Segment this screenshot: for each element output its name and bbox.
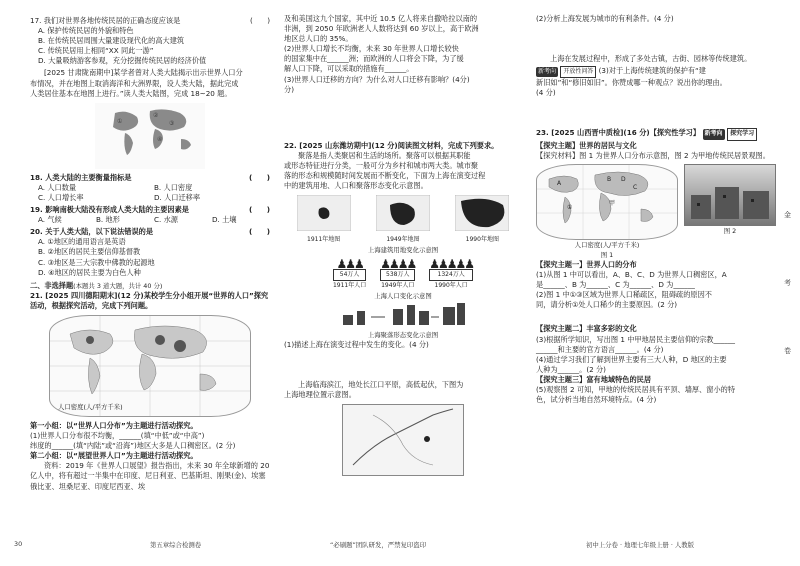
world-population-map: [49, 315, 251, 417]
svg-text:A: A: [557, 179, 562, 187]
q22-quote: 上海在发展过程中，形成了多处古镇，古街、园林等传统建筑。: [550, 54, 752, 64]
q22-text2: 上海临海滨江，地处长江口平原，高低起伏，下图为: [298, 380, 464, 390]
q21-group2: 第二小组：以“展望世界人口”为主题进行活动探究。: [30, 451, 198, 461]
answer-space: [284, 350, 522, 380]
q21-sub1-a: (1)世界人口分布很不均衡，______(填“中低”或“中高”): [30, 431, 205, 441]
map-1949: [376, 195, 430, 245]
q22-sub3-text: (3)对于上海传统建筑的保护有“建: [598, 66, 706, 76]
q18-answer-paren: ( ): [249, 172, 270, 182]
q23-sub1: (1)从图 1 中可以看出，A、B、C、D 为世界人口稠密区，A: [536, 270, 727, 280]
q19-option-c: C. 水源: [154, 215, 178, 225]
q23-figures: [536, 164, 780, 260]
q22-text: 落的形态和规模随时间发展而不断变化，下面为上海在演变过程: [284, 171, 486, 181]
dwelling-photo-graphic: [685, 165, 775, 225]
figure-2: [684, 164, 776, 260]
q18-option-c: C. 人口增长率: [38, 192, 84, 202]
q22-sub3: [536, 66, 780, 78]
world-density-map: [536, 164, 678, 240]
q21-group1: 第一小组：以“世界人口分布”为主题进行活动探究。: [30, 420, 198, 430]
column-right: [536, 14, 780, 405]
q21-material-cont: 非洲，到 2050 年欧洲老人人数将达到 60 岁以上，高于欧洲: [284, 24, 479, 34]
q18-option-b: B. 人口密度: [154, 182, 193, 192]
q20-answer-paren: ( ): [249, 227, 270, 237]
q23-sub1: 是______、B 为______、C 为______、D 为______: [536, 280, 695, 290]
q19-option-b: B. 地形: [96, 215, 120, 225]
pop-1990: [429, 256, 474, 291]
q19-stem: 19. 影响南极大陆没有形成人类大陆的主要因素是: [30, 205, 189, 215]
q17-option-a: A. 保护传统民居的外貌和特色: [38, 26, 134, 36]
q23-sub4: 人种为______。(2 分): [536, 364, 606, 374]
fig1-legend: 人口密度(人/平方千米): [574, 240, 640, 249]
question-17: [30, 16, 270, 66]
q21-sub1-b: 纬度的______(填“内陆”或“沿海”)地区大多是人口稠密区。(2 分): [30, 441, 236, 451]
figure-1: [536, 164, 678, 260]
person-icons: ♟♟♟♟: [380, 256, 416, 271]
q19-option-a: A. 气候: [38, 215, 62, 225]
q23-subtopic-1: 【探究主题一】世界人口的分布: [536, 259, 637, 269]
pop-1990-label: 1990年人口: [434, 281, 468, 289]
q17-answer-paren: ( ): [250, 16, 270, 25]
side-char: 金: [784, 211, 791, 219]
svg-text:D: D: [621, 175, 626, 183]
open-question-badge: 开放性问答: [560, 66, 596, 78]
svg-text:①: ①: [567, 203, 573, 211]
world-density-map-graphic: [537, 165, 677, 239]
q23-sub3: ______和主要的官方语言______。(4 分): [536, 344, 664, 354]
q23-sub2: (2)图 1 中①③区域为世界人口稀疏区，阻碍疏的原因不: [536, 290, 712, 300]
intro-line: 人类居住基本在地图上进行。”读人类大陆图，完成 18~20 题。: [30, 88, 232, 98]
question-21-stem: 21. [2025 四川德阳期末](12 分)某校学生分小组开展“世界的人口”探究活动，根据探究活动，完成下列问题。: [30, 290, 269, 310]
q20-option-c: C. ③地区是三大宗教中佛教的起源地: [38, 257, 155, 267]
svg-text:③: ③: [169, 119, 175, 127]
q21-sub2: 解人口下降，可以采取的措施有______。: [284, 64, 414, 74]
svg-text:②: ②: [153, 111, 159, 119]
q22-sub3-text: 新旧如”和“修旧如旧”。你赞成哪一种观点？说出你的理由。: [536, 78, 727, 88]
settlement-form-graphic: [284, 303, 522, 330]
q23-subtopic-2: 【探究主题二】丰富多彩的文化: [536, 324, 637, 334]
q23-sub4: (4)通过学习我们了解到世界主要有三大人种，D 地区的主要: [536, 354, 727, 364]
population-caption: 上海人口变化示意图: [374, 291, 432, 300]
map-1990-label: 1990年地图: [465, 236, 499, 244]
answer-space: [536, 24, 780, 54]
q20-option-a: A. ①地区的通用语言是英语: [38, 237, 126, 247]
map-1949-graphic: [376, 195, 430, 231]
svg-text:①: ①: [117, 117, 123, 125]
q20-option-d: D. ④地区的居民主要为白色人种: [38, 267, 141, 277]
q23-material: 【探究材料】图 1 为世界人口分布示意图，图 2 为甲地传统民居景观图。: [536, 150, 770, 160]
svg-text:④: ④: [157, 135, 163, 143]
question-20: [30, 227, 270, 277]
traditional-dwelling-photo: [684, 164, 776, 226]
q23-new-badge: 新考向: [703, 129, 725, 139]
q18-option-d: D. 人口迁移率: [154, 192, 201, 202]
answer-space: [536, 98, 780, 128]
intro-line: [2025 甘肃陇南期中]某学者曾对人类大陆揭示出示世界人口分: [44, 68, 243, 78]
q17-option-c: C. 传统民居用上相同“XX 同此一游”: [38, 46, 154, 56]
person-icons: ♟♟♟: [336, 256, 363, 271]
q21-material-cont: 地区总人口的 35%。: [284, 34, 353, 44]
pop-1990-value: 1324万人: [429, 269, 473, 281]
q21-sub2: 的国家集中在______洲；而欧洲的人口将会下降，为了缓: [284, 54, 464, 64]
svg-text:B: B: [607, 175, 612, 183]
q22-sub2: (2)分析上海发展为城市的有利条件。(4 分): [536, 14, 674, 23]
q22-text: 中的建筑用地、人口和聚落形态变化示意图。: [284, 181, 428, 191]
population-chart: [284, 256, 522, 291]
settlement-form-caption: 上海聚落形态变化示意图: [367, 330, 439, 339]
intro-line: 布情况，并在地图上取消海洋和大洲界限，设人类大陆，据此完成: [30, 78, 239, 88]
map-1990: [455, 195, 509, 245]
person-icons: ♟♟♟♟♟: [429, 256, 474, 271]
settlement-buildings-graphic: [333, 303, 473, 327]
side-char: 卷: [784, 347, 791, 355]
shanghai-location-map-graphic: [343, 405, 463, 475]
landuse-caption: 上海建筑用地变化示意图: [367, 246, 439, 255]
q22-text: 或形态特征进行分类，一般可分为乡村和城市两大类。城市聚: [284, 160, 479, 170]
map-1990-graphic: [455, 195, 509, 231]
q23-subtopic-3: 【探究主题三】富有地域特色的民居: [536, 374, 652, 384]
part-2-heading: [30, 281, 270, 291]
question-18: [30, 173, 270, 203]
map-legend-caption: 人口密度(人/平方千米): [58, 402, 123, 411]
human-continent-map: [95, 103, 205, 169]
question-19: [30, 205, 270, 225]
footer-left: 第五章综合检测卷: [150, 541, 202, 549]
q23-sub5: (5)观察图 2 可知，甲地的传统民居具有平顶、墙厚、窗小的特: [536, 384, 736, 394]
q22-sub3-text: (4 分): [536, 88, 556, 98]
column-left: [30, 14, 270, 492]
pop-1949-label: 1949年人口: [381, 281, 415, 289]
shanghai-landuse-maps: [284, 195, 522, 245]
q23-topic: 【探究主题】世界的居民与文化: [536, 140, 637, 150]
q20-stem: 20. 关于人类大陆，以下说法错误的是: [30, 227, 154, 237]
pop-1911: [332, 256, 367, 291]
q21-material-cont: 及和美国这九个国家，其中近 10.5 亿人将来自撒哈拉以南的: [284, 14, 478, 23]
q18-option-a: A. 人口数量: [38, 182, 77, 192]
answer-space: [536, 310, 780, 324]
q17-option-b: B. 在传统民居周围大量建设现代化的高大建筑: [38, 36, 185, 46]
q23-title: 23. [2025 山西晋中质检](16 分)【探究性学习】: [536, 128, 701, 138]
shanghai-location-map: [342, 404, 464, 476]
answer-space: [284, 95, 522, 141]
q23-inquiry-badge: 探究学习: [727, 128, 757, 140]
q20-option-b: B. ②地区的居民主要信仰基督教: [38, 247, 141, 257]
q22-text: 聚落是指人类聚居和生活的场所。聚落可以根据其职能: [298, 150, 471, 160]
q18-20-intro: [30, 68, 270, 98]
map-1911-label: 1911年地图: [307, 236, 341, 244]
footer-right: 初中上分卷 · 地理七年级上册 · 人教版: [586, 541, 695, 549]
svg-text:C: C: [633, 183, 638, 191]
human-continent-map-graphic: [95, 103, 205, 169]
pop-1911-label: 1911年人口: [332, 281, 367, 289]
q17-option-d: D. 大量吸纳游客参观，充分挖掘传统民居的经济价值: [38, 56, 207, 66]
column-middle: [284, 14, 522, 480]
q21-material: 资料：2019 年《世界人口展望》报告指出，未来 30 年全球新增的 20 亿人中，将有超过一半集中在印度、尼日利亚、巴基斯坦、刚果(金)、埃塞俄比亚、坦桑尼亚、印度尼西亚、埃: [30, 461, 270, 491]
map-1911: [297, 195, 351, 245]
q23-sub3: (3)根据所学知识，写出图 1 中甲地居民主要信仰的宗教______: [536, 334, 736, 344]
q21-sub3: (3)世界人口迁移的方向？为什么对人口迁移有影响？(4分): [284, 74, 470, 84]
pop-1949-value: 538万人: [380, 269, 415, 281]
page-number: 30: [14, 540, 23, 548]
part-2-title: 二、非选择题: [30, 280, 74, 290]
q17-stem: 17. 我们对世界各地传统民居的正确态度应该是: [30, 16, 181, 25]
pop-1911-value: 54万人: [333, 269, 366, 281]
question-23-stem: [536, 128, 780, 140]
map-1911-graphic: [297, 195, 351, 231]
q18-stem: 18. 人类大陆的主要衡量指标是: [30, 172, 132, 182]
map-1949-label: 1949年地图: [386, 236, 420, 244]
q21-sub2: (2)世界人口增长不均衡，未来 30 年世界人口增长较快: [284, 44, 459, 54]
q19-option-d: D. 土壤: [212, 215, 237, 225]
part-2-note: (本题共 3 道大题，共计 40 分): [73, 281, 163, 290]
pop-1949: [380, 256, 416, 291]
svg-text:甲: 甲: [609, 199, 616, 207]
q21-subparts: [30, 421, 270, 492]
fig2-label: 图 2: [723, 226, 737, 235]
q22-sub1: (1)描述上海在演变过程中发生的变化。(4 分): [284, 340, 429, 350]
new-direction-badge: 新考向: [536, 67, 558, 77]
side-char: 考: [784, 279, 791, 287]
question-22-stem: 22. [2025 山东潍坊期中](12 分)阅读图文材料，完成下列要求。: [284, 140, 499, 150]
q22-text2: 上海地理位置示意图。: [284, 390, 356, 400]
fig1-label: 图 1: [600, 250, 614, 259]
q23-sub5: 色，试分析当地自然环境特点。(4 分): [536, 395, 657, 405]
footer-center: “必刷题”团队研发，严禁复印盗印: [330, 541, 427, 549]
q19-answer-paren: ( ): [249, 205, 270, 215]
q23-sub2: 同，请分析①处人口稀少的主要原因。(2 分): [536, 300, 678, 310]
q21-sub3: 分): [284, 84, 294, 94]
